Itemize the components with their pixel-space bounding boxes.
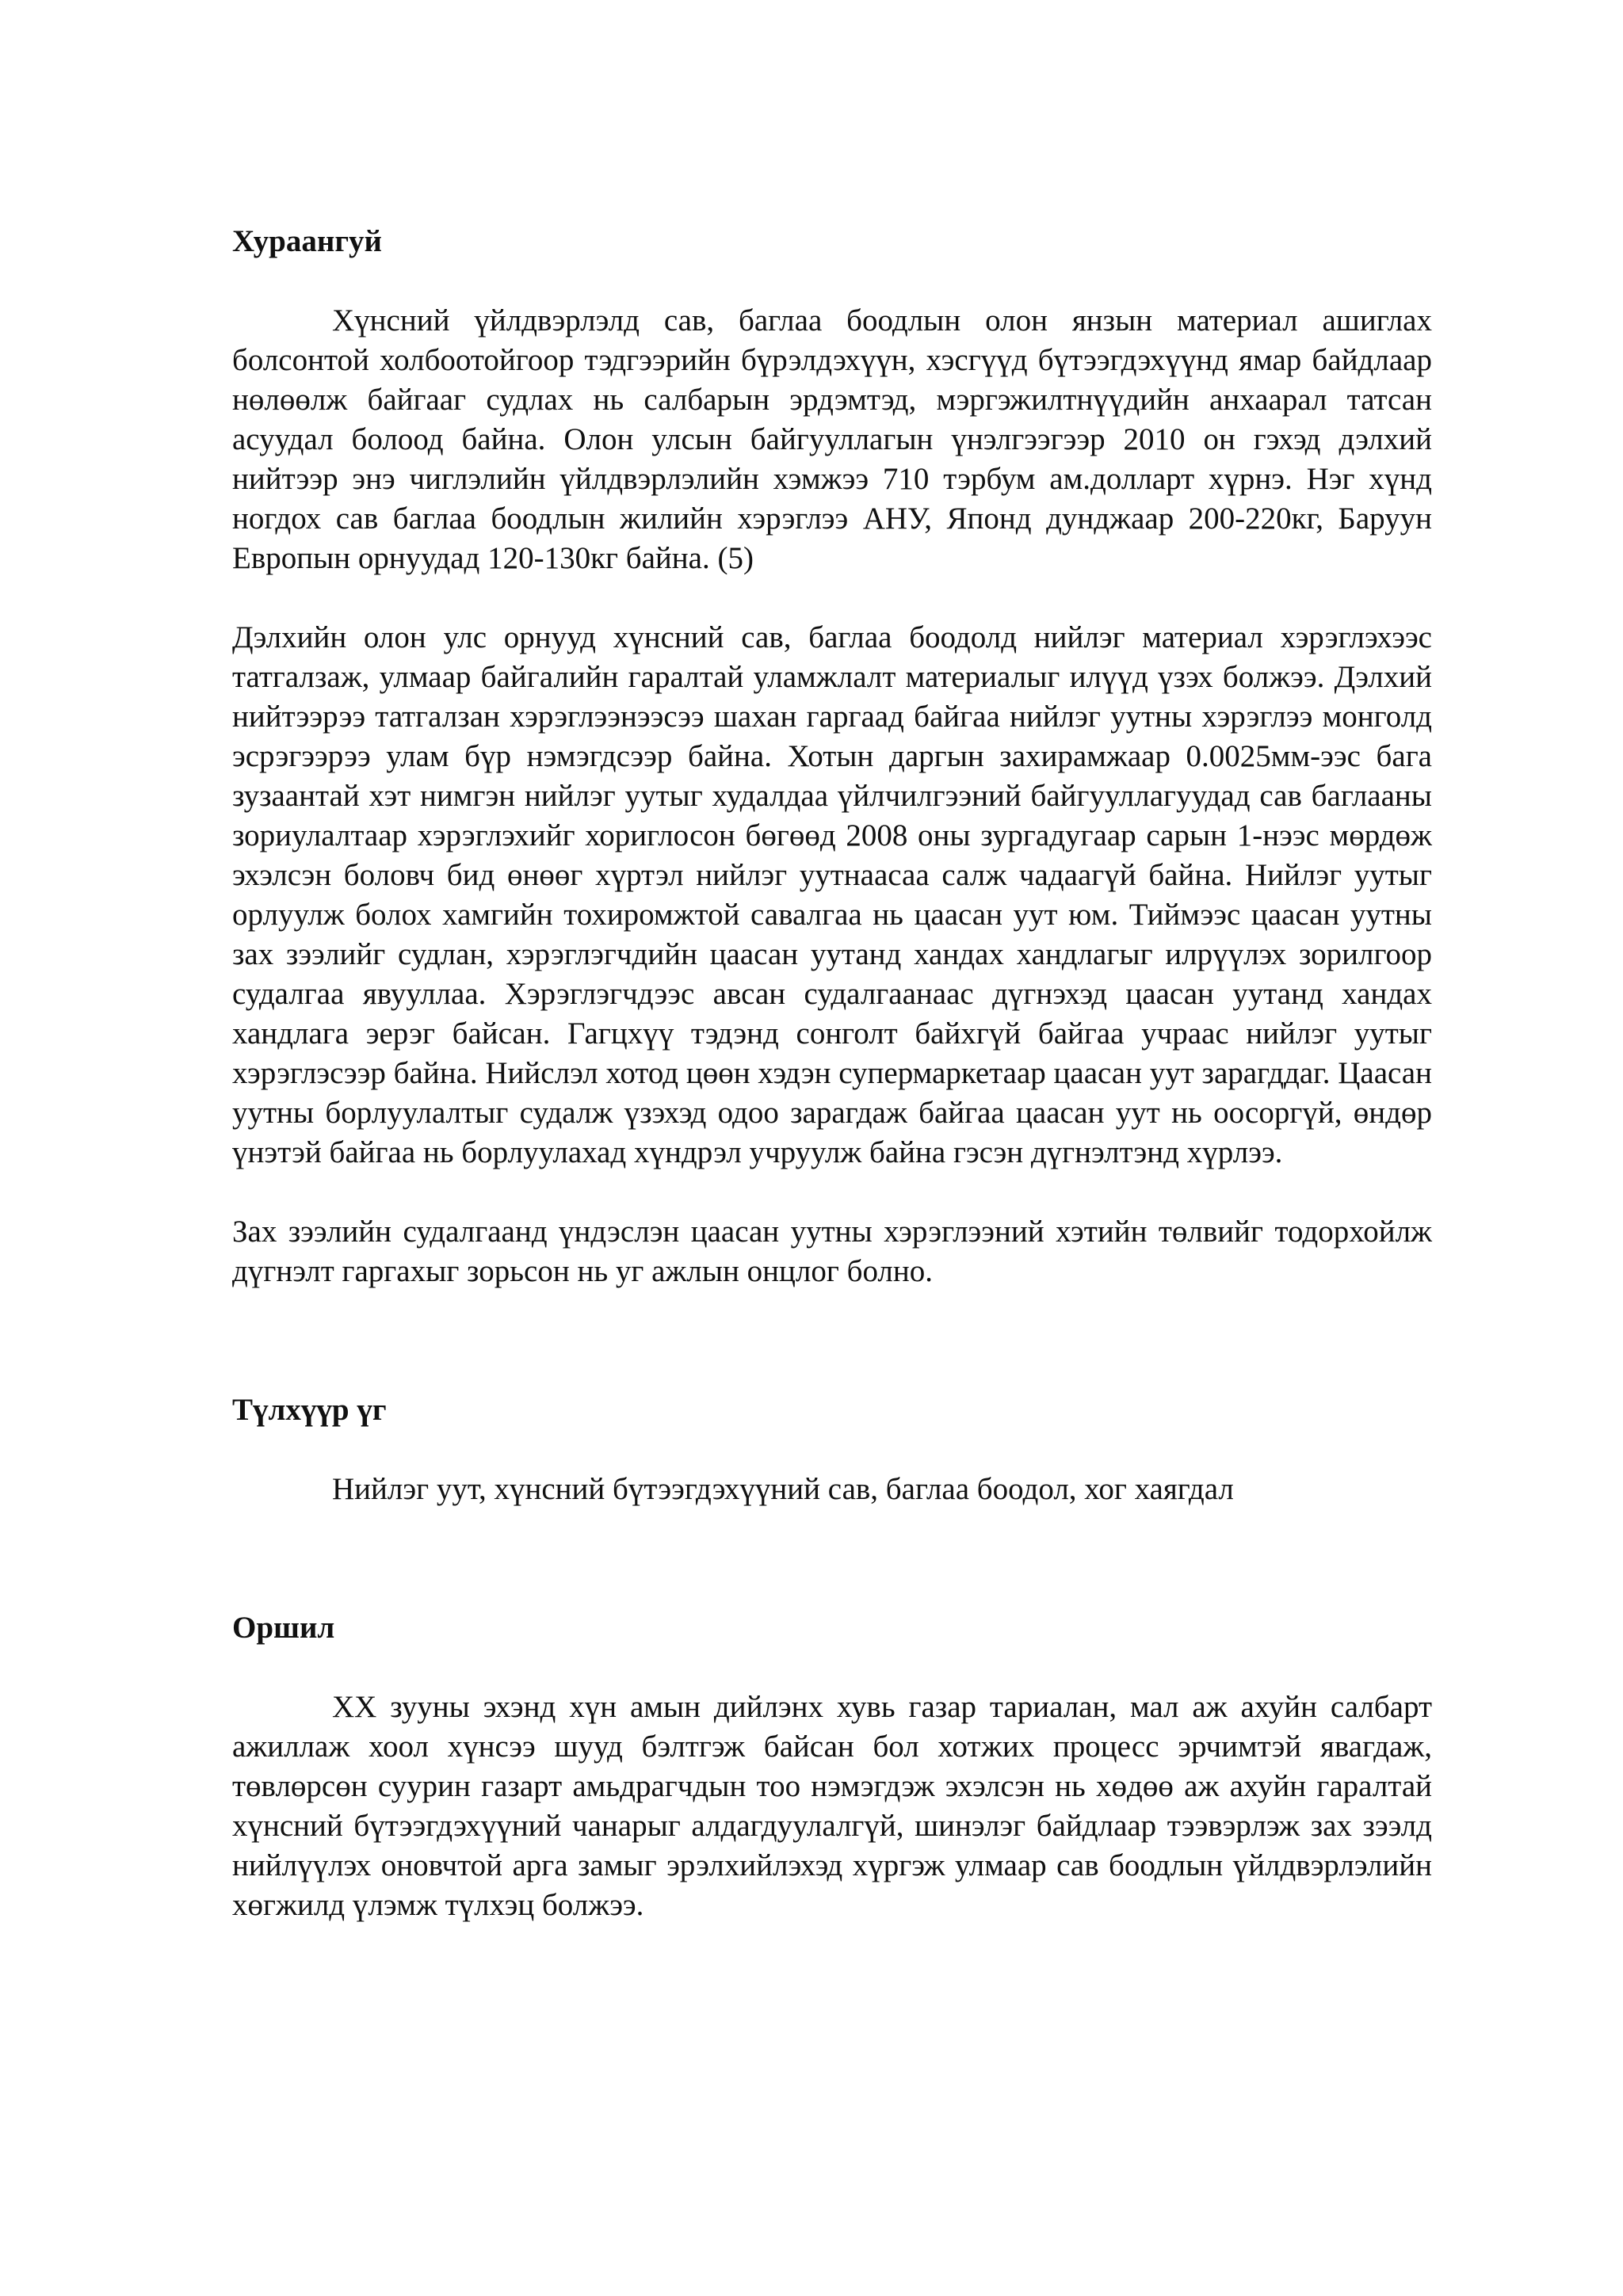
document-body — [232, 222, 1432, 1925]
keywords-text: Нийлэг уут, хүнсний бүтээгдэхүүний сав, баглаа боодол, хог хаягдал — [332, 1472, 1234, 1506]
abstract-paragraph-3: Зах зээлийн судалгаанд үндэслэн цаасан уутны хэрэглээний хэтийн төлвийг тодорхойлж дүгнэлт гаргахыг зорьсон нь уг ажлын онцлог болно. — [232, 1215, 1432, 1288]
introduction-heading: Оршил — [232, 1611, 335, 1645]
keywords-heading: Түлхүүр үг — [232, 1393, 387, 1427]
abstract-paragraph-2: Дэлхийн олон улс орнууд хүнсний сав, баглаа боодолд нийлэг материал хэрэглэхээс татгалзаж, улмаар байгалийн гаралтай уламжлалт материалыг илүүд үзэх болжээ. Дэлхий нийтээрээ татгалзан хэрэглээнээсээ шахан гаргаад байгаа нийлэг уутны хэрэглээ монголд эсрэгээрээ улам бүр нэмэгдсээр байна. Хотын даргын захирамжаар 0.0025мм-ээс бага зузаантай хэт нимгэн нийлэг уутыг худалдаа үйлчилгээний байгууллагуудад сав баглааны зориулалтаар хэрэглэхийг хориглосон бөгөөд 2008 оны зургадугаар сарын 1-нээс мөрдөж эхэлсэн боловч бид өнөөг хүртэл нийлэг уутнаасаа салж чадаагүй байна. Нийлэг уутыг орлуулж болох хамгийн тохиромжтой савалгаа нь цаасан уут юм. Тиймээс цаасан уутны зах зээлийг судлан, хэрэглэгчдийн цаасан уутанд хандах хандлагыг илрүүлэх зорилгоор судалгаа явууллаа. Хэрэглэгчдээс авсан судалгаанаас дүгнэхэд цаасан уутанд хандах хандлага эерэг байсан. Гагцхүү тэдэнд сонголт байхгүй байгаа учраас нийлэг уутыг хэрэглэсээр байна. Нийслэл хотод цөөн хэдэн супермаркетаар цаасан уут зарагддаг. Цаасан уутны борлуулалтыг судалж үзэхэд одоо зарагдаж байгаа цаасан уут нь оосоргүй, өндөр үнэтэй байгаа нь борлуулахад хүндрэл учруулж байна гэсэн дүгнэлтэнд хүрлээ. — [232, 620, 1432, 1169]
abstract-heading: Хураангуй — [232, 224, 383, 258]
abstract-paragraph-1: Хүнсний үйлдвэрлэлд сав, баглаа боодлын олон янзын материал ашиглах болсонтой холбоотойгоор тэдгээрийн бүрэлдэхүүн, хэсгүүд бүтээгдэхүүнд ямар байдлаар нөлөөлж байгааг судлах нь салбарын эрдэмтэд, мэргэжилтнүүдийн анхаарал татсан асуудал болоод байна. Олон улсын байгууллагын үнэлгээгээр 2010 он гэхэд дэлхий нийтээр энэ чиглэлийн үйлдвэрлэлийн хэмжээ 710 тэрбум ам.долларт хүрнэ. Нэг хүнд ногдох сав баглаа боодлын жилийн хэрэглээ АНУ, Японд дунджаар 200-220кг, Баруун Европын орнуудад 120-130кг байна. (5) — [232, 303, 1432, 575]
introduction-paragraph: XX зууны эхэнд хүн амын дийлэнх хувь газар тариалан, мал аж ахуйн салбарт ажиллаж хоол хүнсээ шууд бэлтгэж байсан бол хотжих процесс эрчимтэй явагдаж, төвлөрсөн суурин газарт амьдрагчдын тоо нэмэгдэж эхэлсэн нь хөдөө аж ахуйн гаралтай хүнсний бүтээгдэхүүний чанарыг алдагдуулалгүй, шинэлэг байдлаар тээвэрлэж зах зээлд нийлүүлэх оновчтой арга замыг эрэлхийлэхэд хүргэж улмаар сав боодлын үйлдвэрлэлийн хөгжилд үлэмж түлхэц болжээ. — [232, 1690, 1432, 1922]
